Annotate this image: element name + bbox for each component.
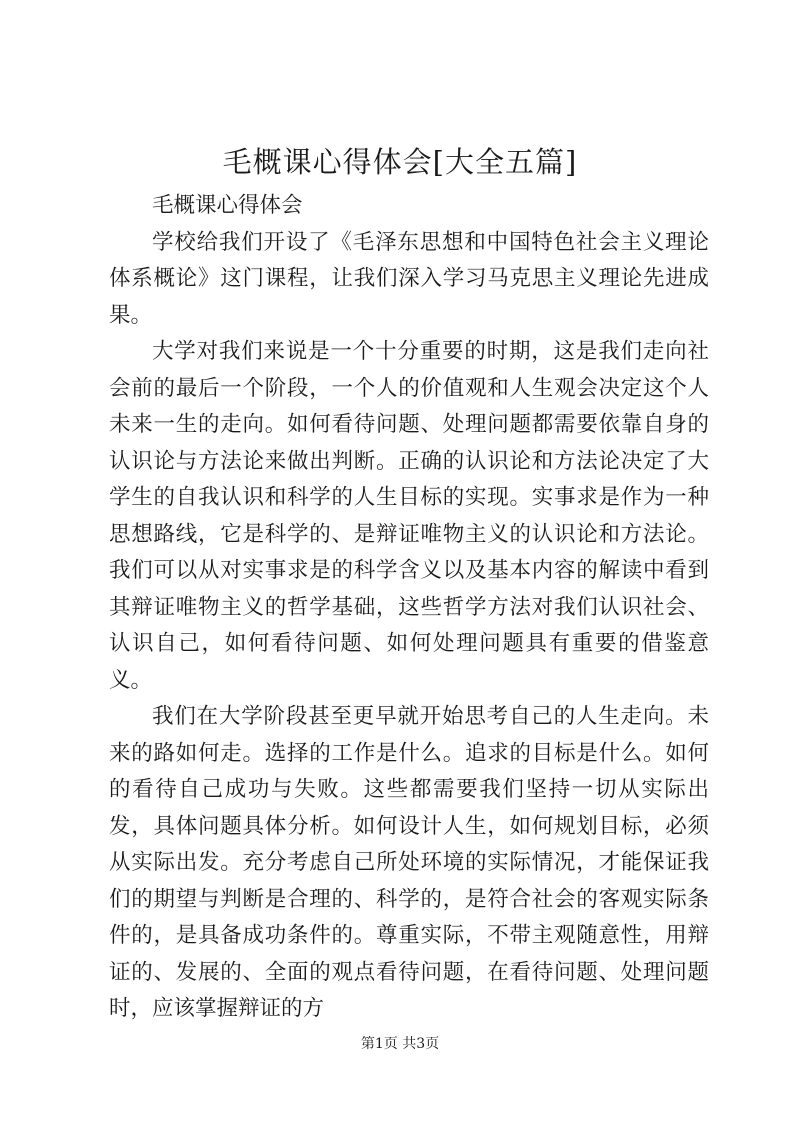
document-title: 毛概课心得体会[大全五篇]: [222, 145, 578, 179]
document-body: [109, 188, 709, 1028]
paragraph: 我们在大学阶段甚至更早就开始思考自己的人生走向。未来的路如何走。选择的工作是什么。追求的目标是什么。如何的看待自己成功与失败。这些都需要我们坚持一切从实际出发，具体问题具体分析。如何设计人生，如何规划目标，必须从实际出发。充分考虑自己所处环境的实际情况，才能保证我们的期望与判断是合理的、科学的，是符合社会的客观实际条件的，是具备成功条件的。尊重实际，不带主观随意性，用辩证的、发展的、全面的观点看待问题，在看待问题、处理问题时，应该掌握辩证的方: [109, 704, 709, 1021]
section-heading: 毛概课心得体会: [152, 193, 303, 218]
page-footer: 第1页 共3页: [360, 1036, 440, 1052]
paragraph: 大学对我们来说是一个十分重要的时期，这是我们走向社会前的最后一个阶段，一个人的价值观和人生观会决定这个人未来一生的走向。如何看待问题、处理问题都需要依靠自身的认识论与方法论来做出判断。正确的认识论和方法论决定了大学生的自我认识和科学的人生目标的实现。实事求是作为一种思想路线，它是科学的、是辩证唯物主义的认识论和方法论。我们可以从对实事求是的科学含义以及基本内容的解读中看到其辩证唯物主义的哲学基础，这些哲学方法对我们认识社会、认识自己，如何看待问题、如何处理问题具有重要的借鉴意义。: [109, 339, 709, 693]
paragraph: 学校给我们开设了《毛泽东思想和中国特色社会主义理论体系概论》这门课程，让我们深入学习马克思主义理论先进成果。: [109, 229, 709, 328]
